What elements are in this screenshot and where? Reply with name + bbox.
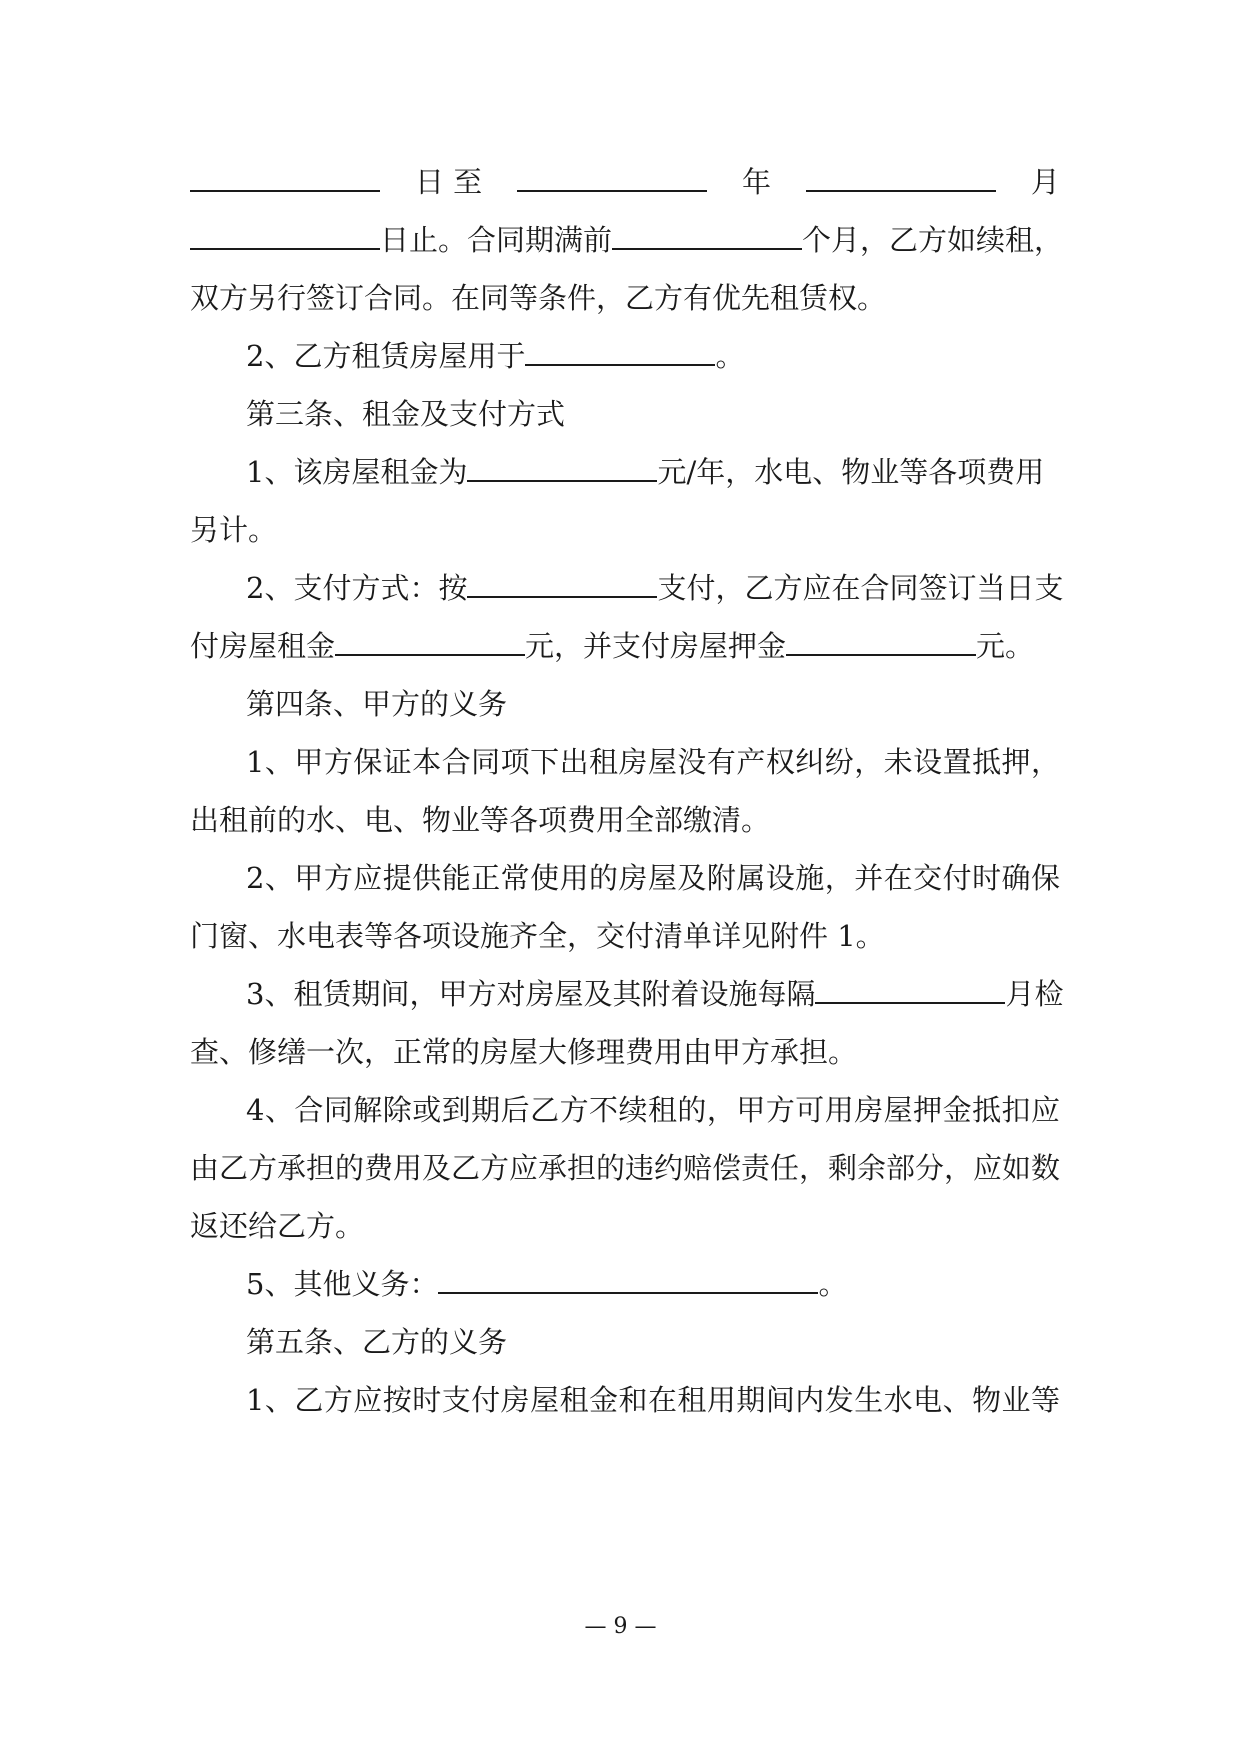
section-heading-4: 第四条、甲方的义务 [246, 687, 508, 721]
text-line-15 [246, 974, 1064, 1014]
label-day-to: 日 至 [414, 165, 483, 199]
text-line-20 [246, 1264, 1060, 1304]
text-line-13: 2、甲方应提供能正常使用的房屋及附属设施，并在交付时确保 [246, 861, 1060, 895]
text-line-1 [190, 162, 1060, 202]
text-line-18: 由乙方承担的费用及乙方应承担的违约赔偿责任，剩余部分，应如数 [190, 1151, 1061, 1185]
text-line-14: 门窗、水电表等各项设施齐全，交付清单详见附件 1。 [190, 919, 885, 953]
text-segment: 支付，乙方应在合同签订当日支 [657, 571, 1064, 605]
text-line-9 [190, 626, 1060, 666]
blank-field[interactable] [517, 162, 707, 192]
text-segment: 元/年，水电、物业等各项费用 [657, 455, 1045, 489]
blank-field[interactable] [525, 336, 715, 366]
text-line-2 [190, 220, 1064, 260]
text-line-8 [246, 568, 1064, 608]
text-segment: 元，并支付房屋押金 [525, 629, 787, 663]
blank-field[interactable] [815, 974, 1005, 1004]
text-line-4 [246, 336, 1060, 376]
section-heading-5: 第五条、乙方的义务 [246, 1325, 508, 1359]
blank-field-long[interactable] [438, 1264, 818, 1294]
text-segment: 3、租赁期间，甲方对房屋及其附着设施每隔 [246, 977, 816, 1011]
text-line-3: 双方另行签订合同。在同等条件，乙方有优先租赁权。 [190, 281, 887, 315]
text-segment: 5、其他义务： [246, 1267, 439, 1301]
page-number: — 9 — [584, 1614, 657, 1639]
blank-field[interactable] [786, 626, 976, 656]
text-line-6 [246, 452, 1060, 492]
text-line-17: 4、合同解除或到期后乙方不续租的，甲方可用房屋押金抵扣应 [246, 1093, 1060, 1127]
text-line-7: 另计。 [190, 513, 278, 547]
text-segment: 月检 [1005, 977, 1064, 1011]
label-year: 年 [742, 165, 772, 199]
text-line-22: 1、乙方应按时支付房屋租金和在租用期间内发生水电、物业等 [246, 1383, 1060, 1417]
text-segment: 。 [818, 1267, 848, 1301]
blank-field[interactable] [806, 162, 996, 192]
section-heading-3: 第三条、租金及支付方式 [246, 397, 566, 431]
text-segment: 元。 [976, 629, 1035, 663]
label-month: 月 [1030, 165, 1060, 199]
text-line-12: 出租前的水、电、物业等各项费用全部缴清。 [190, 803, 771, 837]
text-segment: 2、乙方租赁房屋用于 [246, 339, 526, 373]
text-segment: 。 [715, 339, 745, 373]
blank-field[interactable] [612, 220, 802, 250]
blank-field[interactable] [190, 220, 380, 250]
text-segment: 1、该房屋租金为 [246, 455, 468, 489]
text-line-11: 1、甲方保证本合同项下出租房屋没有产权纠纷，未设置抵押， [246, 745, 1060, 779]
text-segment: 日止。合同期满前 [380, 223, 613, 257]
blank-field[interactable] [467, 452, 657, 482]
blank-field[interactable] [335, 626, 525, 656]
text-line-16: 查、修缮一次，正常的房屋大修理费用由甲方承担。 [190, 1035, 858, 1069]
blank-field[interactable] [190, 162, 380, 192]
text-segment: 2、支付方式：按 [246, 571, 468, 605]
text-line-19: 返还给乙方。 [190, 1209, 365, 1243]
text-segment: 付房屋租金 [190, 629, 336, 663]
text-segment: 个月，乙方如续租， [802, 223, 1064, 257]
blank-field[interactable] [467, 568, 657, 598]
